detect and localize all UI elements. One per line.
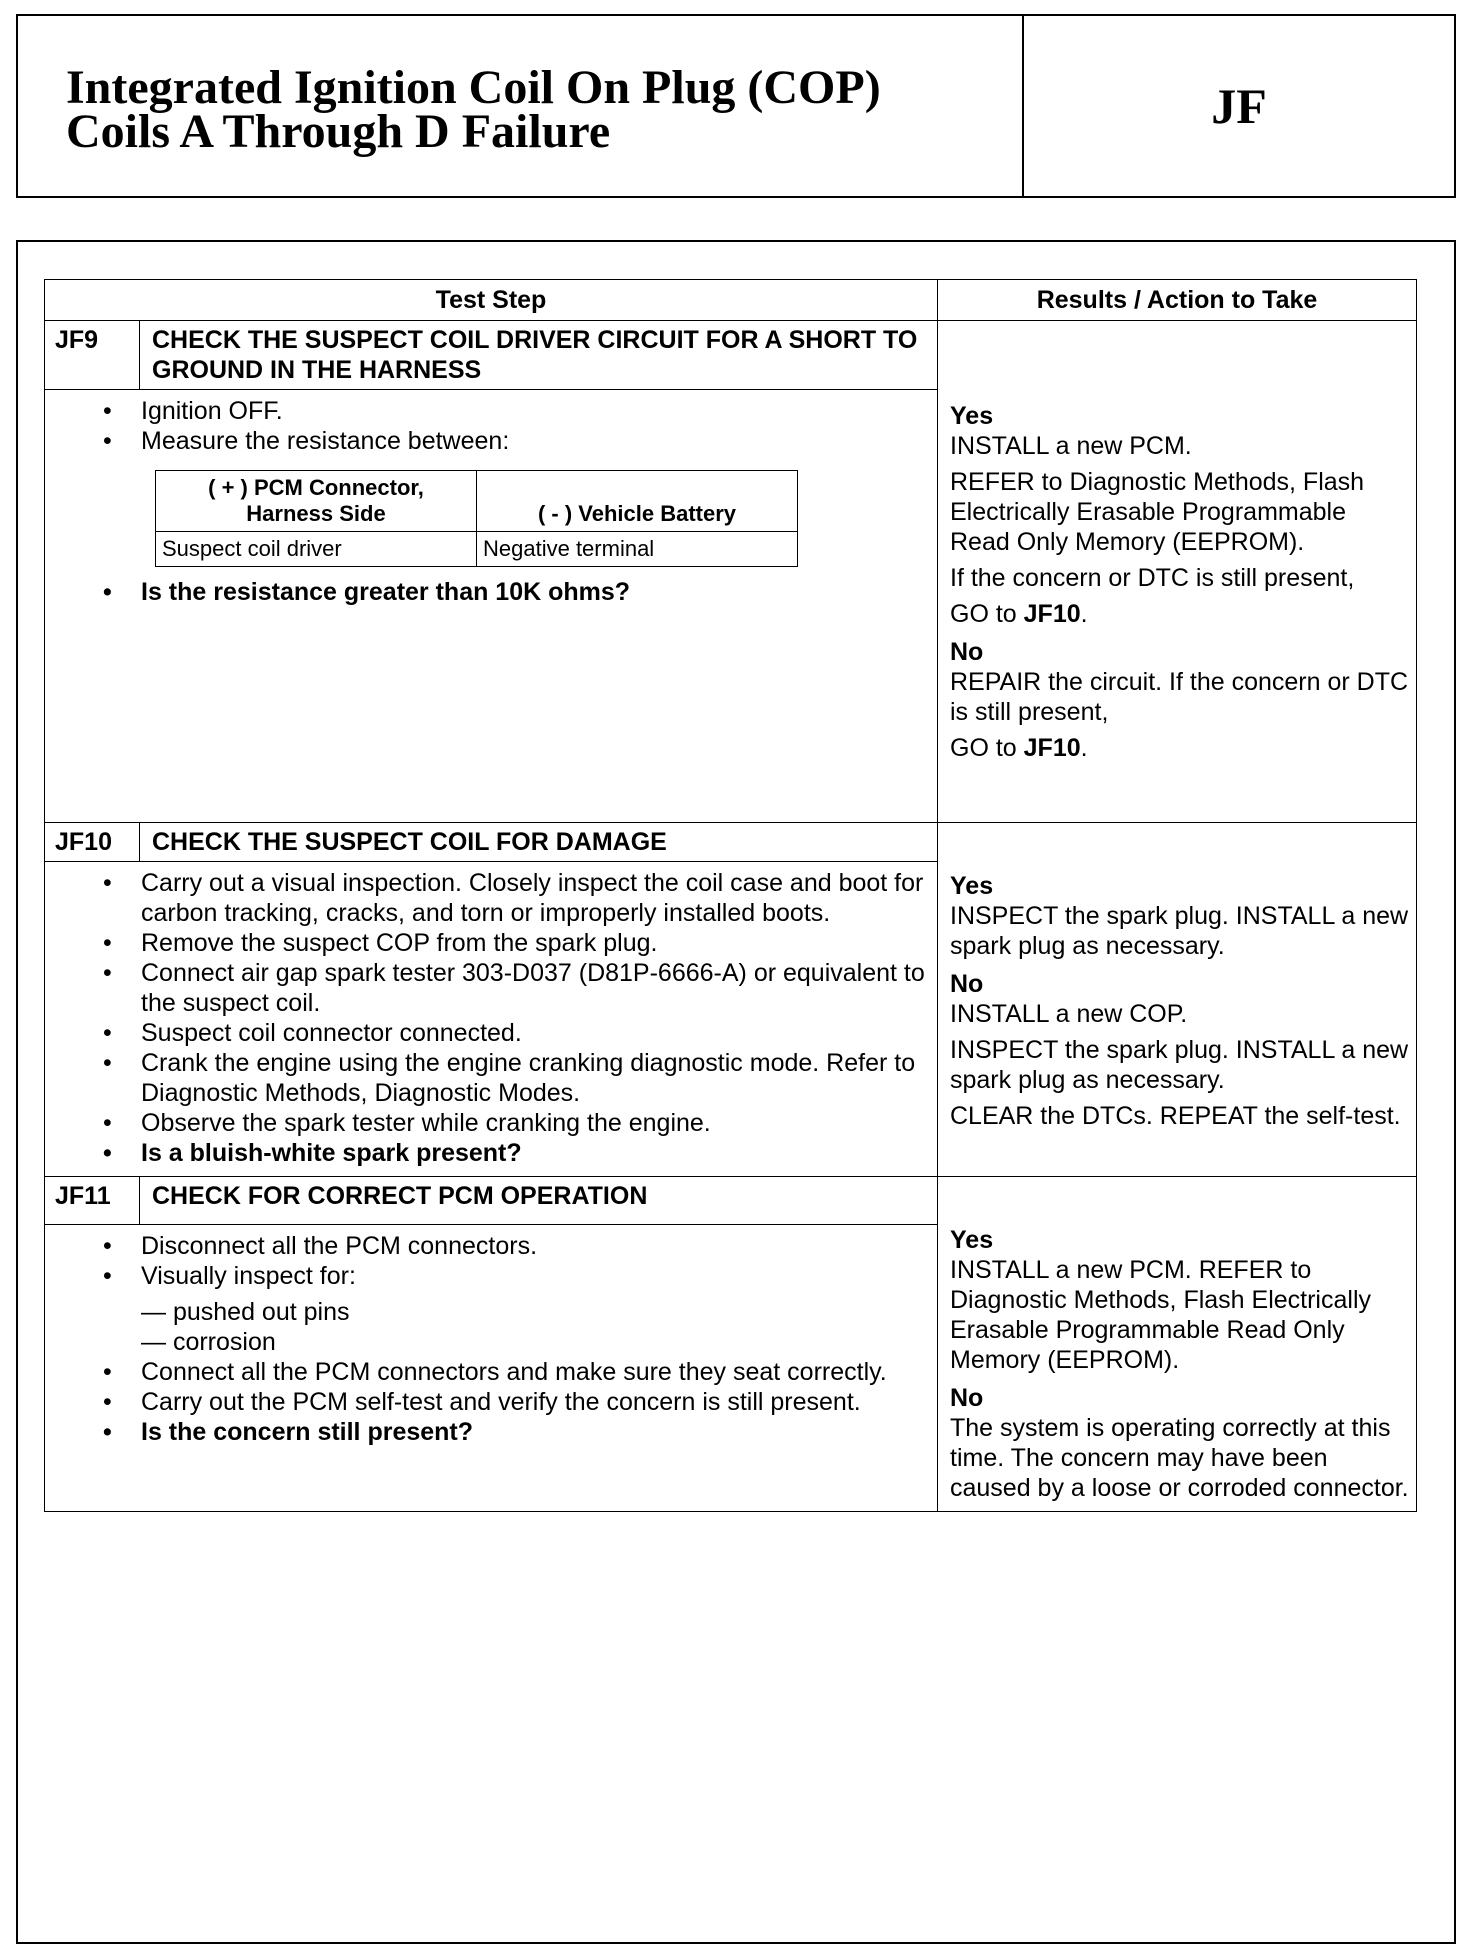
title-line-2: Coils A Through D Failure [66,105,611,158]
measurement-table [155,470,798,567]
step-title: CHECK THE SUSPECT COIL DRIVER CIRCUIT FOR A SHORT TO GROUND IN THE HARNESS [140,321,938,390]
step-id: JF9 [45,321,140,390]
step-title-row [45,321,1417,390]
list-item: • Visually inspect for: [141,1261,927,1291]
step-results [938,1177,1417,1512]
result-line: INSTALL a new PCM. [950,432,1192,460]
list-item: • Connect air gap spark tester 303-D037 (D81P-6666-A) or equivalent to the suspect coil. [141,958,927,1018]
goto-link: JF10 [1023,734,1081,762]
result-line: INSTALL a new PCM. REFER to Diagnostic Methods, Flash Electrically Erasable Programmable Read Only Memory (EEPROM). [950,1256,1371,1374]
list-item: • Is the resistance greater than 10K ohms? [141,577,927,607]
col-test-step: Test Step [45,280,938,321]
list-item: • Disconnect all the PCM connectors. [141,1231,927,1261]
result-line: INSTALL a new COP. [950,1000,1188,1028]
header-box [16,14,1456,198]
step-bullets [45,868,927,1168]
step-results [938,823,1417,1177]
list-item: • Measure the resistance between: [141,426,927,456]
step-title: CHECK THE SUSPECT COIL FOR DAMAGE [140,823,938,862]
step-question [45,577,927,607]
list-item: • Is the concern still present? [141,1417,927,1447]
result-no: No [950,970,984,998]
table-header-row [45,280,1417,321]
step-bullets [45,396,927,456]
result-no: No [950,1384,984,1412]
col-results: Results / Action to Take [938,280,1417,321]
result-no: No [950,638,984,666]
list-item: • Connect all the PCM connectors and make sure they seat correctly. [141,1357,927,1387]
sub-header: ( - ) Vehicle Battery [477,471,798,532]
step-bullets [45,1357,927,1447]
list-item: • Carry out a visual inspection. Closely inspect the coil case and boot for carbon tracking, cracks, and torn or improperly installed boots. [141,868,927,928]
list-item: — pushed out pins [141,1297,927,1327]
list-item: • Ignition OFF. [141,396,927,426]
step-body [45,862,938,1177]
step-results [938,321,1417,823]
result-line: INSPECT the spark plug. INSTALL a new spark plug as necessary. [950,902,1409,960]
result-line: REFER to Diagnostic Methods, Flash Electrically Erasable Programmable Read Only Memory (EEPROM). [950,468,1365,556]
result-yes: Yes [950,402,994,430]
title-line-1: Integrated Ignition Coil On Plug (COP) [66,61,881,114]
list-item: — corrosion [141,1327,927,1357]
diagnostic-table [44,279,1417,1512]
result-goto: GO to JF10. [950,600,1088,628]
list-item: • Suspect coil connector connected. [141,1018,927,1048]
result-line: INSPECT the spark plug. INSTALL a new spark plug as necessary. [950,1036,1409,1094]
result-goto: GO to JF10. [950,734,1088,762]
step-body [45,1225,938,1512]
sub-cell: Suspect coil driver [156,532,477,567]
result-line: CLEAR the DTCs. REPEAT the self-test. [950,1102,1401,1130]
list-item: • Remove the suspect COP from the spark plug. [141,928,927,958]
result-line: If the concern or DTC is still present, [950,564,1355,592]
result-yes: Yes [950,1226,994,1254]
result-line: REPAIR the circuit. If the concern or DTC is still present, [950,668,1409,726]
list-item: • Crank the engine using the engine cranking diagnostic mode. Refer to Diagnostic Methods, Diagnostic Modes. [141,1048,927,1108]
inspect-list [141,1297,927,1357]
step-title-row [45,1177,1417,1225]
step-title: CHECK FOR CORRECT PCM OPERATION [140,1177,938,1225]
step-bullets [45,1231,927,1291]
list-item: • Carry out the PCM self-test and verify the concern is still present. [141,1387,927,1417]
page-title [66,61,881,158]
result-line: The system is operating correctly at this time. The concern may have been caused by a loose or corroded connector. [950,1414,1409,1502]
list-item: • Is a bluish-white spark present? [141,1138,927,1168]
result-yes: Yes [950,872,994,900]
step-id: JF11 [45,1177,140,1225]
sub-cell: Negative terminal [477,532,798,567]
pinpoint-code: JF [1211,78,1267,134]
step-body [45,390,938,823]
step-title-row [45,823,1417,862]
step-id: JF10 [45,823,140,862]
sub-header: ( + ) PCM Connector, Harness Side [156,471,477,532]
goto-link: JF10 [1023,600,1081,628]
list-item: • Observe the spark tester while cranking the engine. [141,1108,927,1138]
